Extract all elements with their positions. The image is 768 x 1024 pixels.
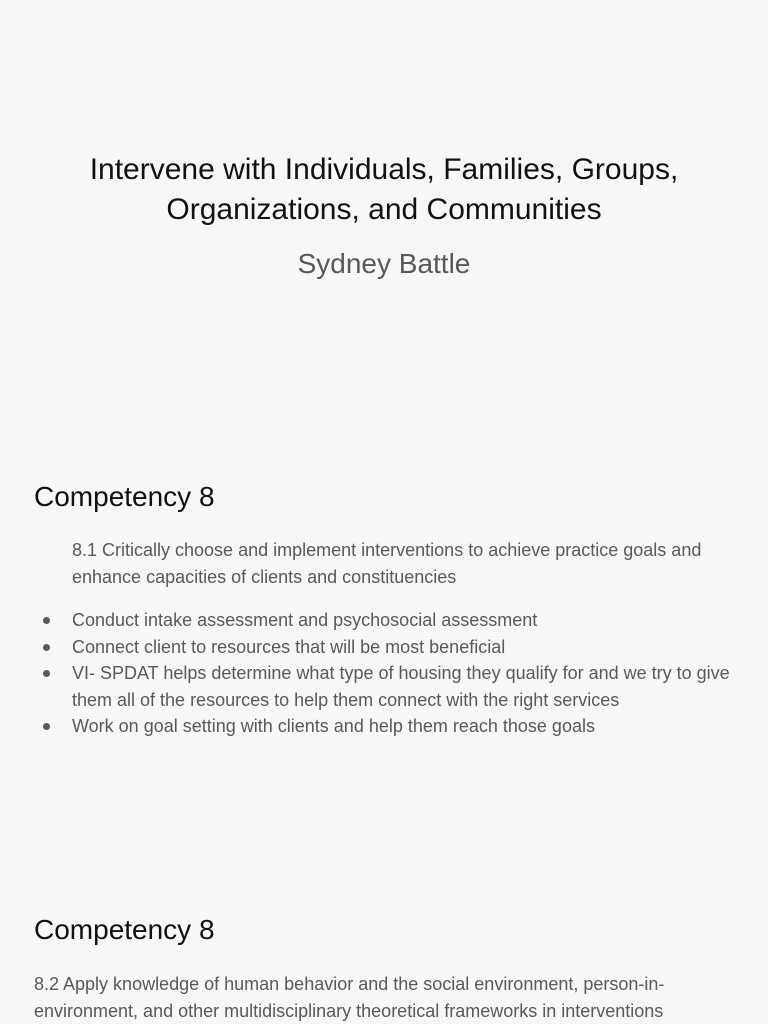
title-slide — [0, 0, 768, 432]
competency-8-2-slide — [0, 864, 768, 1024]
bullet-item: Conduct intake assessment and psychosocial assessment — [72, 607, 732, 634]
slide-heading: Competency 8 — [34, 481, 215, 512]
bullet-item: VI- SPDAT helps determine what type of housing they qualify for and we try to give them all of the resources to help them connect with the right services — [72, 660, 732, 713]
bullet-item: Connect client to resources that will be most beneficial — [72, 634, 732, 661]
slide-heading: Competency 8 — [34, 914, 215, 945]
competency-description: 8.1 Critically choose and implement interventions to achieve practice goals and enhance capacities of clients and constituencies — [72, 540, 702, 587]
bullet-item: Work on goal setting with clients and help them reach those goals — [72, 713, 732, 740]
competency-description: 8.2 Apply knowledge of human behavior and the social environment, person-in-environment, and other multidisciplinary theoretical frameworks in interventions — [34, 974, 665, 1021]
bullet-list — [72, 607, 732, 740]
competency-8-1-slide — [0, 432, 768, 864]
presentation-author: Sydney Battle — [297, 248, 471, 279]
presentation-title: Intervene with Individuals, Families, Groups, Organizations, and Communities — [89, 153, 679, 226]
